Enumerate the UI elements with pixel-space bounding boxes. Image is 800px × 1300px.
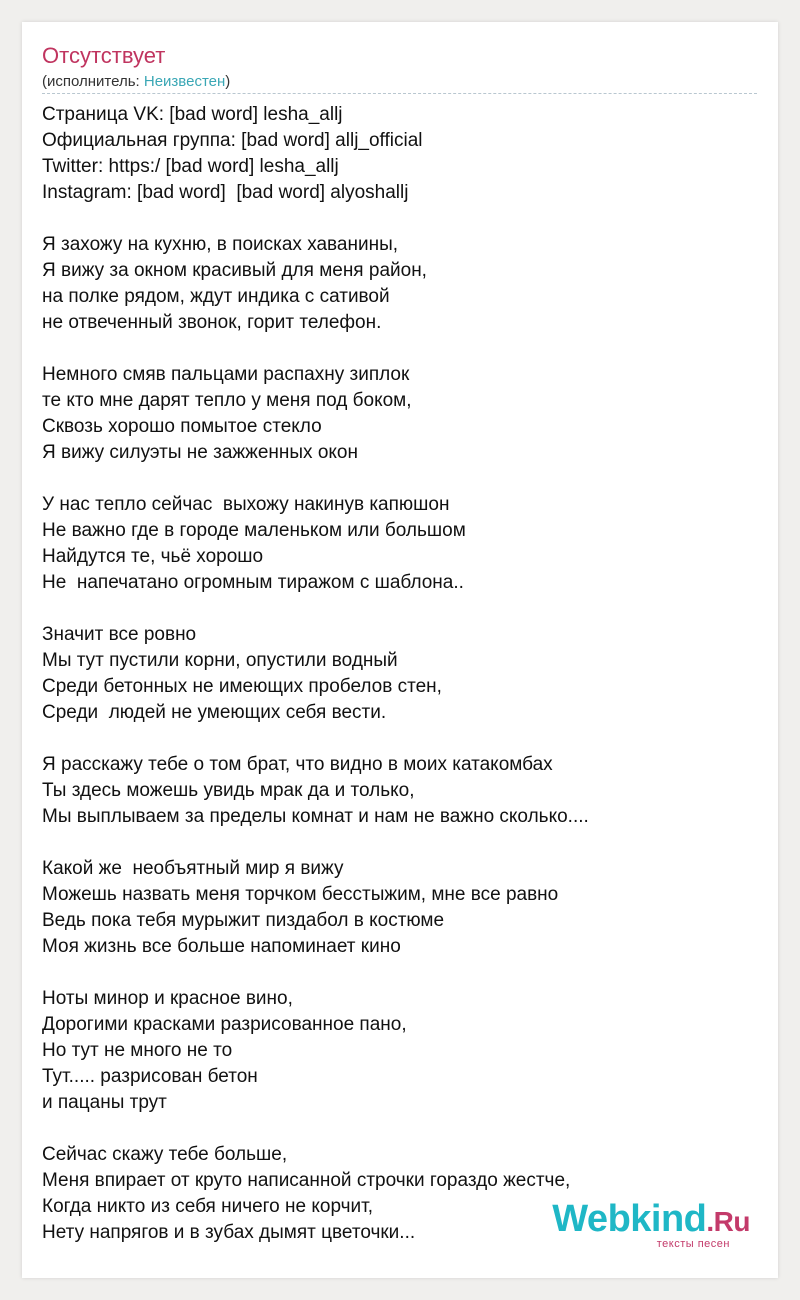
site-logo[interactable] xyxy=(552,1199,750,1242)
artist-link[interactable]: Неизвестен xyxy=(143,73,226,90)
lyric-line: Официальная группа: [bad word] allj_official xyxy=(42,130,423,151)
logo-main-text: Webkind xyxy=(552,1198,707,1240)
lyric-line: Instagram: [bad word] [bad word] alyoshallj xyxy=(42,182,409,203)
stanza-gap xyxy=(42,726,762,752)
lyric-line: Twitter: https:/ [bad word] lesha_allj xyxy=(42,156,339,177)
lyric-line: Страница VK: [bad word] lesha_allj xyxy=(42,104,343,125)
lyric-line: те кто мне дарят тепло у меня под боком, xyxy=(42,390,412,411)
artist-prefix: (исполнитель: xyxy=(42,73,144,90)
lyric-line: Я захожу на кухню, в поисках хаванины, xyxy=(42,234,399,255)
lyric-line: Какой же необъятный мир я вижу xyxy=(42,858,344,879)
lyric-line: Но тут не много не то xyxy=(42,1040,233,1061)
artist-suffix: ) xyxy=(225,73,231,90)
lyric-line: У нас тепло сейчас выхожу накинув капюшон xyxy=(42,494,450,515)
lyric-line: Мы тут пустили корни, опустили водный xyxy=(42,650,398,671)
lyrics-text xyxy=(42,102,762,1246)
lyric-line: Я вижу за окном красивый для меня район, xyxy=(42,260,427,281)
lyric-line: Немного смяв пальцами распахну зиплок xyxy=(42,364,410,385)
lyric-line: на полке рядом, ждут индика с сативой xyxy=(42,286,390,307)
lyrics-card xyxy=(22,22,778,1278)
lyric-line: не отвеченный звонок, горит телефон. xyxy=(42,312,382,333)
lyric-line: Среди людей не умеющих себя вести. xyxy=(42,702,387,723)
stanza-gap xyxy=(42,960,762,986)
lyric-line: Тут..... разрисован бетон xyxy=(42,1066,258,1087)
stanza-gap xyxy=(42,830,762,856)
logo-subtitle: тексты песен xyxy=(656,1238,730,1250)
lyric-line: Ноты минор и красное вино, xyxy=(42,988,293,1009)
lyric-line: Не напечатано огромным тиражом с шаблона.. xyxy=(42,572,464,593)
lyric-line: и пацаны трут xyxy=(42,1092,167,1113)
logo-tld-text: .Ru xyxy=(706,1206,750,1237)
lyric-line: Сквозь хорошо помытое стекло xyxy=(42,416,322,437)
lyric-line: Я расскажу тебе о том брат, что видно в моих катакомбах xyxy=(42,754,553,775)
lyric-line: Можешь назвать меня торчком бесстыжим, мне все равно xyxy=(42,884,559,905)
stanza-gap xyxy=(42,336,762,362)
lyric-line: Найдутся те, чьё хорошо xyxy=(42,546,264,567)
lyric-line: Когда никто из себя ничего не корчит, xyxy=(42,1196,373,1217)
lyric-line: Ты здесь можешь увидь мрак да и только, xyxy=(42,780,415,801)
artist-line xyxy=(42,72,230,92)
lyric-line: Значит все ровно xyxy=(42,624,197,645)
stanza-gap xyxy=(42,596,762,622)
lyric-line: Меня впирает от круто написанной строчки гораздо жестче, xyxy=(42,1170,571,1191)
lyric-line: Среди бетонных не имеющих пробелов стен, xyxy=(42,676,442,697)
stanza-gap xyxy=(42,1116,762,1142)
lyric-line: Сейчас скажу тебе больше, xyxy=(42,1144,288,1165)
divider xyxy=(42,93,757,94)
lyric-line: Мы выплываем за пределы комнат и нам не важно сколько.... xyxy=(42,806,589,827)
lyric-line: Моя жизнь все больше напоминает кино xyxy=(42,936,401,957)
lyric-line: Нету напрягов и в зубах дымят цветочки... xyxy=(42,1222,416,1243)
stanza-gap xyxy=(42,466,762,492)
stanza-gap xyxy=(42,206,762,232)
lyric-line: Ведь пока тебя мурыжит пиздабол в костюме xyxy=(42,910,445,931)
lyric-line: Дорогими красками разрисованное пано, xyxy=(42,1014,407,1035)
lyric-line: Не важно где в городе маленьком или большом xyxy=(42,520,466,541)
lyric-line: Я вижу силуэты не зажженных окон xyxy=(42,442,358,463)
song-title: Отсутствует xyxy=(42,43,166,68)
